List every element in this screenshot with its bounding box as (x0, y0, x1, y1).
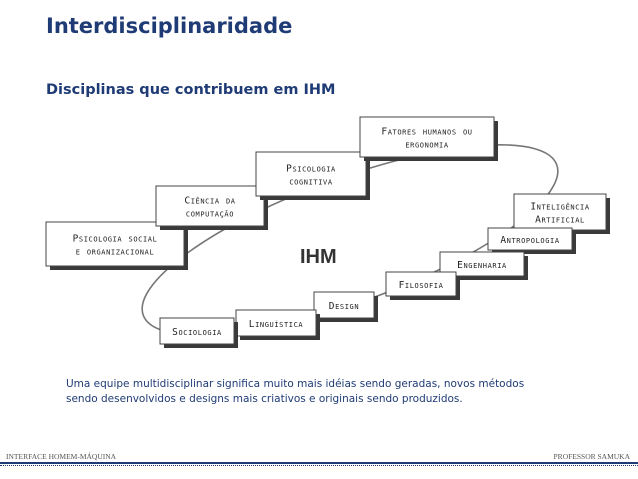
center-label-ihm: IHM (300, 246, 337, 268)
footer-right: PROFESSOR SAMUKA (553, 452, 630, 461)
box-antropologia (488, 228, 576, 254)
box-label: Psicologia social (72, 233, 158, 245)
box-sociologia (160, 318, 238, 348)
box-label: Design (328, 301, 360, 312)
box-label: Psicologia (286, 163, 336, 175)
footer-rule (0, 462, 638, 464)
box-label: computação (185, 208, 235, 220)
box-label: Filosofia (398, 280, 444, 291)
discipline-boxes (46, 117, 610, 348)
footer-rule-dotted (0, 465, 638, 467)
box-label: Fatores humanos ou (381, 126, 473, 138)
box-label: Antropologia (500, 235, 560, 246)
caption-line-1: Uma equipe multidisciplinar significa muito mais idéias sendo geradas, novos métodos (66, 378, 525, 390)
box-label: Linguística (248, 319, 304, 330)
box-linguistica (236, 310, 320, 340)
caption (66, 377, 566, 407)
slide-title: Interdisciplinaridade (46, 14, 293, 38)
footer-left: INTERFACE HOMEM-MÁQUINA (6, 452, 117, 461)
box-label: e organizacional (75, 246, 155, 258)
box-label: Ciência da (184, 195, 236, 207)
slide-subtitle: Disciplinas que contribuem em IHM (46, 82, 336, 98)
box-label: ergonomia (405, 139, 449, 151)
box-label: cognitiva (289, 176, 333, 188)
caption-line-2: sendo desenvolvidos e designs mais criativos e originais sendo produzidos. (66, 393, 463, 405)
box-design (314, 292, 378, 322)
box-label: Sociologia (172, 327, 222, 338)
box-label: Engenharia (457, 260, 507, 271)
box-ciencia-computacao (156, 186, 268, 230)
box-label: Inteligência (530, 201, 590, 213)
box-filosofia (386, 272, 460, 300)
box-label: Artificial (535, 214, 585, 226)
box-fatores-humanos (360, 117, 498, 161)
box-psicologia-cognitiva (256, 152, 370, 200)
